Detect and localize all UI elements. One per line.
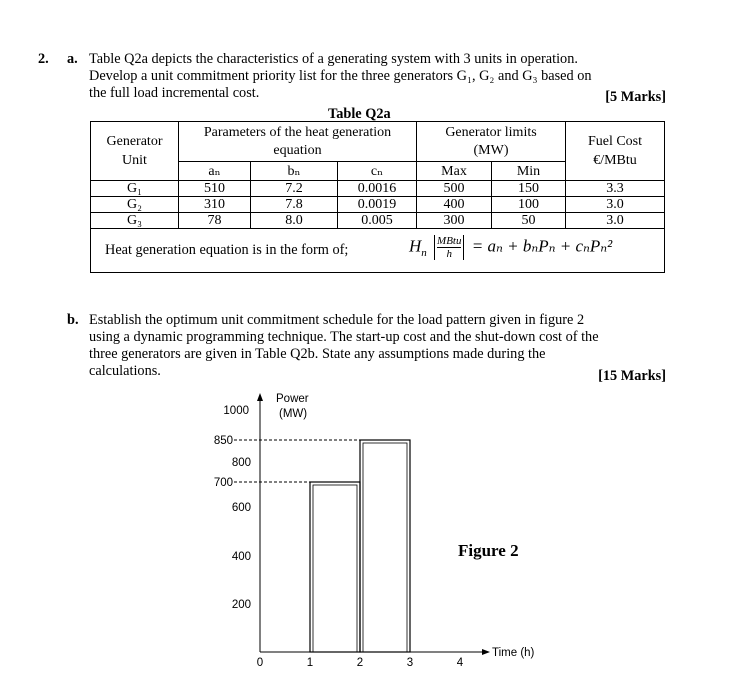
part-b-line-2: using a dynamic programming technique. The start-up cost and the shut-down cost of the [89, 329, 599, 345]
cell-min: 50 [492, 213, 566, 229]
equation-lhs-sub: n [421, 246, 427, 259]
x-tick-label: 3 [406, 657, 414, 669]
cell-fuel: 3.3 [566, 181, 665, 197]
load-bar [360, 440, 410, 652]
part-b-label: b. [67, 312, 79, 328]
x-tick-label: 0 [256, 657, 264, 669]
cell-b: 7.8 [251, 197, 338, 213]
y-tick-label: 850 [213, 435, 233, 448]
x-axis-arrow [482, 649, 490, 655]
cell-min: 100 [492, 197, 566, 213]
header-generator-line1: Generator [106, 134, 163, 149]
cell-unit: G₁ [91, 181, 179, 197]
y-tick-label: 200 [231, 599, 251, 612]
equation-unit-numerator: MBtu [437, 235, 462, 247]
load-bar-inner [313, 485, 357, 652]
y-tick-label: 400 [231, 551, 251, 564]
cell-a: 78 [179, 213, 251, 229]
cell-fuel: 3.0 [566, 213, 665, 229]
y-axis-label-unit: (MW) [279, 408, 308, 420]
header-fuel-line2: €/MBtu [593, 153, 637, 168]
cell-unit: G₃ [91, 213, 179, 229]
subheader-min: Min [492, 162, 566, 181]
equation-unit-denominator: h [446, 248, 452, 260]
load-bar [310, 482, 360, 652]
part-a-line-2: Develop a unit commitment priority list for the three generators G₁, G₂ and G₃ based on [89, 68, 592, 84]
part-a-label: a. [67, 51, 78, 67]
y-axis-arrow [257, 393, 263, 401]
cell-b: 8.0 [251, 213, 338, 229]
part-a-line-3: the full load incremental cost. [89, 85, 260, 101]
question-number: 2. [38, 51, 49, 67]
part-a-marks: [5 Marks] [605, 89, 666, 105]
subheader-max: Max [417, 162, 492, 181]
x-axis-label: Time (h) [492, 647, 535, 659]
header-generator-line2: Unit [122, 153, 147, 168]
cell-b: 7.2 [251, 181, 338, 197]
subheader-a: aₙ [179, 162, 251, 181]
y-tick-label: 1000 [223, 405, 249, 418]
cell-max: 300 [417, 213, 492, 229]
cell-unit: G₂ [91, 197, 179, 213]
cell-min: 150 [492, 181, 566, 197]
header-limits-line1: Generator limits [445, 124, 537, 140]
subheader-b: bₙ [251, 162, 338, 181]
cell-a: 310 [179, 197, 251, 213]
load-bar-inner [363, 443, 407, 652]
x-tick-label: 4 [456, 657, 464, 669]
equation-rhs: = aₙ + bₙPₙ + cₙPₙ² [471, 236, 613, 256]
cell-a: 510 [179, 181, 251, 197]
cell-fuel: 3.0 [566, 197, 665, 213]
equation-lhs: H [409, 236, 422, 256]
part-a-line-1: Table Q2a depicts the characteristics of a generating system with 3 units in operation. [89, 51, 578, 67]
header-parameters-line1: Parameters of the heat generation [203, 124, 392, 140]
y-tick-label: 600 [231, 502, 251, 515]
part-b-line-1: Establish the optimum unit commitment schedule for the load pattern given in figure 2 [89, 312, 585, 328]
header-limits-line2: (MW) [473, 142, 509, 158]
figure-caption: Figure 2 [458, 541, 519, 560]
part-b-marks: [15 Marks] [598, 368, 666, 384]
cell-max: 400 [417, 197, 492, 213]
y-tick-label: 800 [231, 457, 251, 470]
cell-max: 500 [417, 181, 492, 197]
cell-c: 0.0019 [338, 197, 417, 213]
cell-c: 0.005 [338, 213, 417, 229]
header-parameters-line2: equation [273, 142, 322, 158]
part-b-line-3: three generators are given in Table Q2b. State any assumptions made during the [89, 346, 546, 362]
x-tick-label: 2 [356, 657, 364, 669]
x-tick-label: 1 [306, 657, 314, 669]
cell-c: 0.0016 [338, 181, 417, 197]
part-b-line-4: calculations. [89, 363, 161, 379]
y-axis-label-power: Power [276, 393, 309, 405]
subheader-c: cₙ [338, 162, 417, 181]
equation-label: Heat generation equation is in the form of; [105, 242, 349, 258]
table-title: Table Q2a [328, 106, 391, 122]
y-tick-label: 700 [213, 477, 233, 490]
header-fuel-line1: Fuel Cost [587, 134, 643, 149]
